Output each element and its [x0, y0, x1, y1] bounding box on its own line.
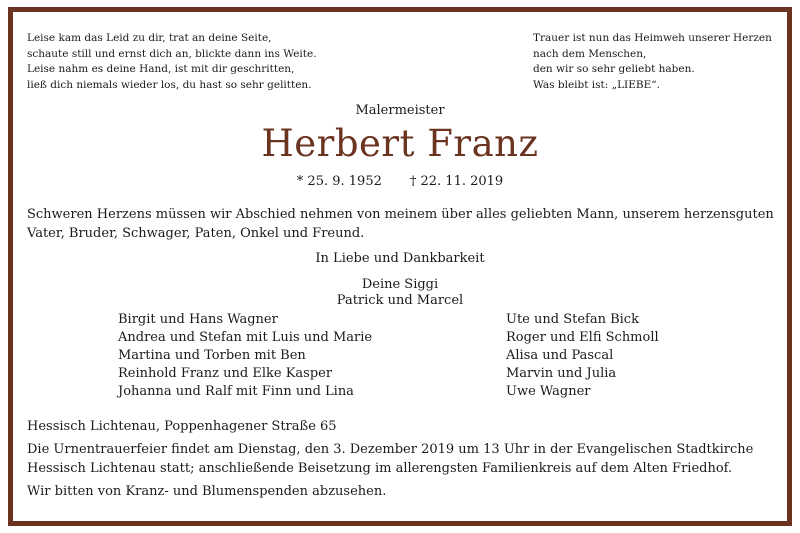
- mourners-right: [506, 311, 659, 401]
- mourner-entry: Reinhold Franz und Elke Kasper: [118, 366, 333, 381]
- mourner-entry: Roger und Elfi Schmoll: [506, 330, 659, 345]
- mourners-left: [118, 311, 372, 401]
- mourner-entry: Ute und Stefan Bick: [506, 312, 639, 327]
- poem-right-line: nach dem Menschen,: [533, 47, 647, 60]
- mourner-entry: Uwe Wagner: [506, 384, 591, 399]
- love-line: In Liebe und Dankbarkeit: [315, 251, 485, 266]
- signature-line: Deine Siggi: [361, 277, 439, 292]
- poem-left-line: schaute still und ernst dich an, blickte dann ins Weite.: [27, 47, 317, 60]
- farewell-text: Schweren Herzens müssen wir Abschied nehmen von meinem über alles geliebten Mann, unserem herzensguten Vater, Bruder, Schwager, Paten, Onkel und Freund.: [27, 207, 774, 241]
- death-date: † 22. 11. 2019: [409, 174, 504, 189]
- mourner-entry: Andrea und Stefan mit Luis und Marie: [118, 330, 373, 345]
- poem-left-line: Leise nahm es deine Hand, ist mit dir geschritten,: [27, 63, 295, 75]
- ceremony-text: Die Urnentrauerfeier findet am Dienstag, den 3. Dezember 2019 um 13 Uhr in der Evangelischen Stadtkirche Hessisch Lichtenau statt; anschließende Beisetzung im allerengsten Familienkreis auf dem Alten Friedhof.: [27, 442, 754, 476]
- poem-left-line: Leise kam das Leid zu dir, trat an deine Seite,: [27, 32, 272, 44]
- poem-right-line: Trauer ist nun das Heimweh unserer Herzen: [533, 32, 772, 44]
- poem-right: [533, 31, 772, 93]
- deceased-name: Herbert Franz: [261, 122, 539, 165]
- birth-date: * 25. 9. 1952: [296, 174, 382, 189]
- mourner-entry: Birgit und Hans Wagner: [118, 312, 278, 327]
- mourner-entry: Martina und Torben mit Ben: [118, 348, 306, 363]
- poem-left: [27, 31, 317, 93]
- address: Hessisch Lichtenau, Poppenhagener Straße 65: [27, 419, 337, 434]
- signature-line: Patrick und Marcel: [336, 293, 464, 308]
- life-dates: [0, 174, 800, 189]
- poem-right-line: den wir so sehr geliebt haben.: [533, 63, 695, 75]
- poem-right-line: Was bleibt ist: „LIEBE“.: [533, 78, 660, 91]
- profession: Malermeister: [355, 103, 445, 118]
- mourner-entry: Alisa und Pascal: [506, 348, 614, 363]
- request-text: Wir bitten von Kranz- und Blumenspenden abzusehen.: [27, 484, 387, 499]
- mourner-entry: Marvin und Julia: [506, 366, 617, 381]
- poem-left-line: ließ dich niemals wieder los, du hast so sehr gelitten.: [27, 78, 312, 91]
- mourner-entry: Johanna und Ralf mit Finn und Lina: [118, 384, 354, 399]
